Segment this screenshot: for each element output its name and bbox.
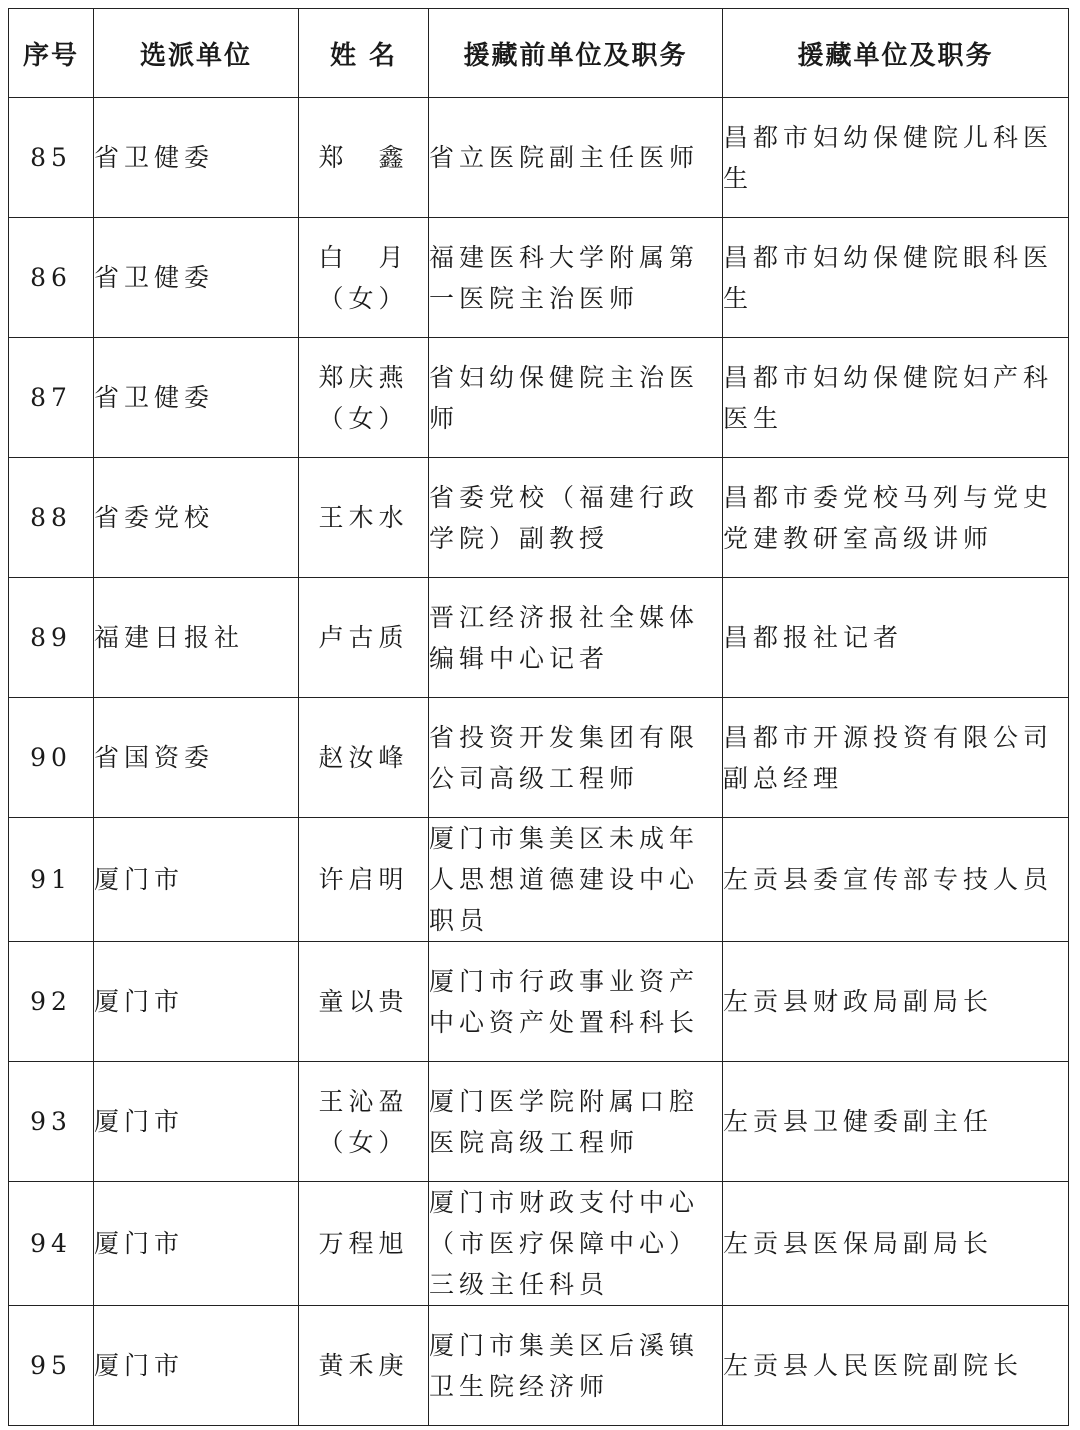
table-row: [9, 1062, 1069, 1182]
table-header-row: [9, 9, 1069, 98]
row-name: 郑 鑫: [318, 143, 409, 172]
table-row: [9, 818, 1069, 942]
row-previous-post: 厦门市财政支付中心（市医疗保障中心）三级主任科员: [429, 1182, 723, 1306]
row-index: 88: [9, 458, 94, 578]
row-assigned-post: 左贡县医保局副局长: [723, 1182, 1069, 1306]
header-name: 姓 名: [299, 9, 429, 98]
row-unit: 厦门市: [94, 942, 299, 1062]
row-name: 万程旭: [318, 1229, 409, 1258]
row-name: 童以贵: [318, 987, 409, 1016]
row-name-cell: [299, 458, 429, 578]
row-unit: 省卫健委: [94, 338, 299, 458]
row-name-cell: [299, 1306, 429, 1426]
table-row: [9, 698, 1069, 818]
row-index: 90: [9, 698, 94, 818]
row-previous-post: 省投资开发集团有限公司高级工程师: [429, 698, 723, 818]
row-assigned-post: 昌都市开源投资有限公司副总经理: [723, 698, 1069, 818]
table-row: [9, 218, 1069, 338]
row-name-cell: [299, 942, 429, 1062]
row-name-cell: [299, 98, 429, 218]
row-name: 王木水: [318, 503, 409, 532]
row-name-cell: [299, 1182, 429, 1306]
row-index: 92: [9, 942, 94, 1062]
row-index: 94: [9, 1182, 94, 1306]
row-unit: 厦门市: [94, 1306, 299, 1426]
row-name-note: （女）: [318, 1127, 409, 1157]
row-previous-post: 晋江经济报社全媒体编辑中心记者: [429, 578, 723, 698]
row-index: 85: [9, 98, 94, 218]
row-unit: 省委党校: [94, 458, 299, 578]
row-name-note: （女）: [318, 283, 409, 313]
row-assigned-post: 左贡县人民医院副院长: [723, 1306, 1069, 1426]
table-row: [9, 578, 1069, 698]
table-row: [9, 338, 1069, 458]
table-row: [9, 1306, 1069, 1426]
row-name-cell: [299, 338, 429, 458]
row-previous-post: 厦门市集美区后溪镇卫生院经济师: [429, 1306, 723, 1426]
header-unit: 选派单位: [94, 9, 299, 98]
row-unit: 省卫健委: [94, 98, 299, 218]
table-row: [9, 942, 1069, 1062]
row-index: 86: [9, 218, 94, 338]
row-unit: 福建日报社: [94, 578, 299, 698]
row-name: 黄禾庚: [318, 1351, 409, 1380]
row-name: 赵汝峰: [318, 743, 409, 772]
row-index: 91: [9, 818, 94, 942]
table-row: [9, 458, 1069, 578]
row-assigned-post: 昌都市委党校马列与党史党建教研室高级讲师: [723, 458, 1069, 578]
row-unit: 省国资委: [94, 698, 299, 818]
row-assigned-post: 昌都市妇幼保健院眼科医生: [723, 218, 1069, 338]
personnel-table: [8, 8, 1069, 1426]
row-name: 许启明: [318, 865, 409, 894]
row-unit: 厦门市: [94, 1182, 299, 1306]
row-unit: 厦门市: [94, 818, 299, 942]
header-assigned-post: 援藏单位及职务: [723, 9, 1069, 98]
table-body: [9, 98, 1069, 1426]
row-previous-post: 省立医院副主任医师: [429, 98, 723, 218]
row-previous-post: 厦门市行政事业资产中心资产处置科科长: [429, 942, 723, 1062]
row-previous-post: 省妇幼保健院主治医师: [429, 338, 723, 458]
row-previous-post: 厦门市集美区未成年人思想道德建设中心职员: [429, 818, 723, 942]
row-name-cell: [299, 818, 429, 942]
row-assigned-post: 左贡县卫健委副主任: [723, 1062, 1069, 1182]
row-assigned-post: 左贡县委宣传部专技人员: [723, 818, 1069, 942]
row-previous-post: 福建医科大学附属第一医院主治医师: [429, 218, 723, 338]
table-row: [9, 98, 1069, 218]
row-previous-post: 省委党校（福建行政学院）副教授: [429, 458, 723, 578]
row-assigned-post: 昌都报社记者: [723, 578, 1069, 698]
row-assigned-post: 左贡县财政局副局长: [723, 942, 1069, 1062]
row-index: 89: [9, 578, 94, 698]
row-assigned-post: 昌都市妇幼保健院儿科医生: [723, 98, 1069, 218]
row-name-note: （女）: [318, 403, 409, 433]
row-name-cell: [299, 578, 429, 698]
row-unit: 厦门市: [94, 1062, 299, 1182]
row-name-cell: [299, 698, 429, 818]
row-index: 95: [9, 1306, 94, 1426]
row-index: 93: [9, 1062, 94, 1182]
row-name: 王沁盈: [318, 1086, 409, 1116]
row-name-cell: [299, 218, 429, 338]
table-row: [9, 1182, 1069, 1306]
row-name: 白 月: [318, 242, 409, 272]
row-previous-post: 厦门医学院附属口腔医院高级工程师: [429, 1062, 723, 1182]
row-assigned-post: 昌都市妇幼保健院妇产科医生: [723, 338, 1069, 458]
header-previous-post: 援藏前单位及职务: [429, 9, 723, 98]
row-name-cell: [299, 1062, 429, 1182]
row-name: 郑庆燕: [318, 362, 409, 392]
row-name: 卢古质: [318, 623, 409, 652]
row-unit: 省卫健委: [94, 218, 299, 338]
row-index: 87: [9, 338, 94, 458]
header-index: 序号: [9, 9, 94, 98]
